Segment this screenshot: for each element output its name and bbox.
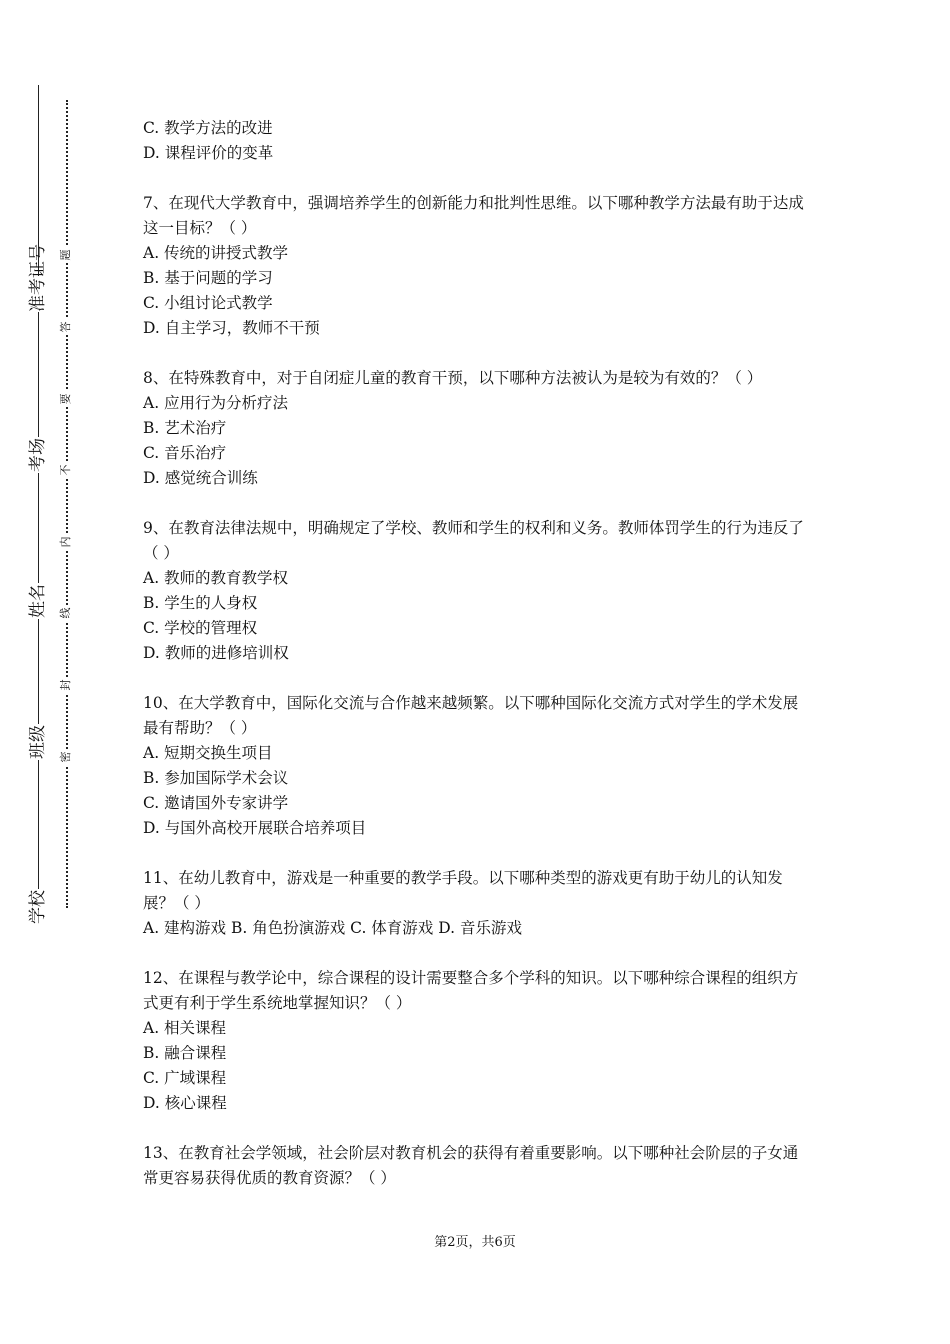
- question-stem: 8、在特殊教育中，对于自闭症儿童的教育干预，以下哪种方法被认为是较为有效的？（ ）: [143, 369, 763, 387]
- question-9: [143, 516, 813, 666]
- seal-char: 不: [57, 462, 75, 478]
- question-stem: 7、在现代大学教育中，强调培养学生的创新能力和批判性思维。以下哪种教学方法最有助于达成这一目标？（ ）: [143, 194, 804, 237]
- option: D. 课程评价的变革: [143, 144, 274, 162]
- field-exam-room: 考场: [20, 437, 56, 473]
- option: A. 应用行为分析疗法: [143, 394, 289, 412]
- option: D. 核心课程: [143, 1094, 227, 1112]
- option: A. 传统的讲授式教学: [143, 244, 289, 262]
- seal-char: 题: [57, 247, 75, 263]
- question-stem: 12、在课程与教学论中，综合课程的设计需要整合多个学科的知识。以下哪种综合课程的组织方式更有利于学生系统地掌握知识？（ ）: [143, 969, 799, 1012]
- question-stem: 9、在教育法律法规中，明确规定了学校、教师和学生的权利和义务。教师体罚学生的行为违反了（ ）: [143, 519, 804, 562]
- option: C. 音乐治疗: [143, 444, 227, 462]
- field-name: 姓名: [20, 583, 56, 619]
- question-stem: 10、在大学教育中，国际化交流与合作越来越频繁。以下哪种国际化交流方式对学生的学术发展最有帮助？（ ）: [143, 694, 799, 737]
- seal-char: 封: [57, 677, 75, 693]
- seal-char: 答: [57, 319, 75, 335]
- question-10: [143, 691, 813, 841]
- option: B. 参加国际学术会议: [143, 769, 289, 787]
- seal-char: 内: [57, 534, 75, 550]
- option: C. 邀请国外专家讲学: [143, 794, 289, 812]
- option: C. 广域课程: [143, 1069, 227, 1087]
- binding-margin: [0, 0, 110, 1344]
- question-stem: 11、在幼儿教育中，游戏是一种重要的教学手段。以下哪种类型的游戏更有助于幼儿的认知发展？（ ）: [143, 869, 783, 912]
- question-7: [143, 191, 813, 341]
- field-class: 班级: [20, 724, 56, 760]
- option: D. 自主学习，教师不干预: [143, 319, 320, 337]
- question-6-continued: [143, 116, 813, 166]
- question-8: [143, 366, 813, 491]
- option: C. 教学方法的改进: [143, 119, 273, 137]
- option: D. 教师的进修培训权: [143, 644, 289, 662]
- option: B. 学生的人身权: [143, 594, 258, 612]
- field-school: 学校: [20, 889, 56, 925]
- question-stem: 13、在教育社会学领域，社会阶层对教育机会的获得有着重要影响。以下哪种社会阶层的子女通常更容易获得优质的教育资源？（ ）: [143, 1144, 799, 1187]
- option: A. 相关课程: [143, 1019, 227, 1037]
- page-footer: 第2页，共6页: [434, 1235, 516, 1250]
- option: D. 与国外高校开展联合培养项目: [143, 819, 367, 837]
- option: B. 艺术治疗: [143, 419, 227, 437]
- question-13: [143, 1141, 813, 1191]
- question-11: [143, 866, 813, 941]
- option: B. 基于问题的学习: [143, 269, 273, 287]
- binding-solid-line: [38, 85, 39, 915]
- option: D. 感觉统合训练: [143, 469, 258, 487]
- seal-char: 要: [57, 391, 75, 407]
- option: B. 融合课程: [143, 1044, 227, 1062]
- exam-content: [143, 116, 813, 1191]
- option: A. 短期交换生项目: [143, 744, 273, 762]
- option: A. 教师的教育教学权: [143, 569, 289, 587]
- seal-char: 线: [57, 605, 75, 621]
- seal-char: 密: [57, 749, 75, 765]
- question-12: [143, 966, 813, 1116]
- binding-dotted-line: [66, 100, 68, 908]
- field-exam-number: 准考证号: [20, 276, 56, 312]
- options-inline: A. 建构游戏 B. 角色扮演游戏 C. 体育游戏 D. 音乐游戏: [143, 919, 522, 937]
- option: C. 学校的管理权: [143, 619, 258, 637]
- option: C. 小组讨论式教学: [143, 294, 273, 312]
